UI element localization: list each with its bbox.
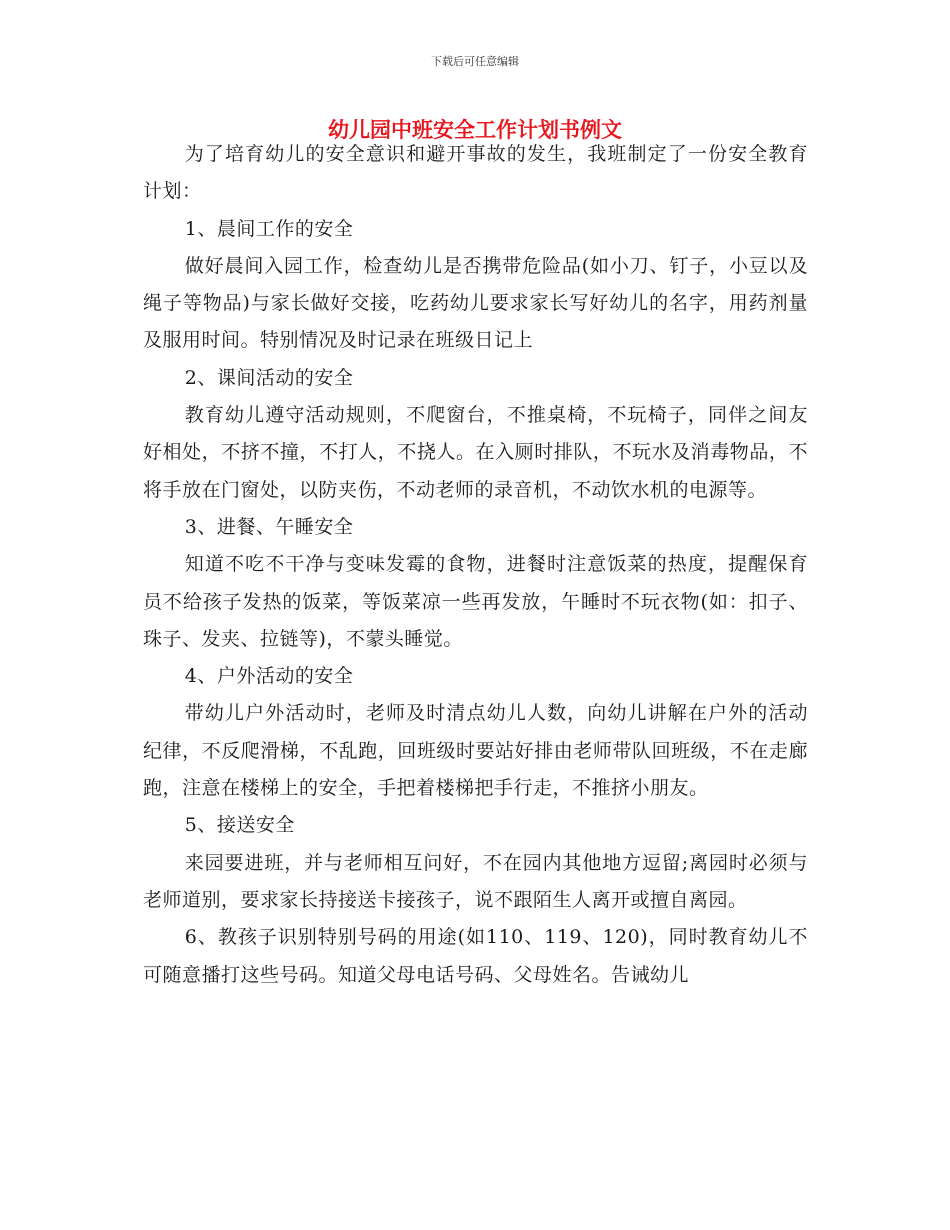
- section-heading-1: 1、晨间工作的安全: [184, 217, 354, 240]
- section-heading-3: 3、进餐、午睡安全: [184, 515, 354, 538]
- document-title: 幼儿园中班安全工作计划书例文: [328, 118, 622, 142]
- paragraph-5: 来园要进班，并与老师相互问好，不在园内其他地方逗留;离园时必须与老师道别，要求家长持接送卡接孩子，说不跟陌生人离开或擅自离园。: [143, 851, 808, 911]
- section-heading-5: 5、接送安全: [184, 814, 295, 837]
- paragraph-1: 做好晨间入园工作，检查幼儿是否携带危险品(如小刀、钉子，小豆以及绳子等物品)与家长做好交接，吃药幼儿要求家长写好幼儿的名字，用药剂量及服用时间。特别情况及时记录在班级日记上: [143, 254, 808, 352]
- section-heading-4: 4、户外活动的安全: [184, 665, 354, 688]
- paragraph-intro: 为了培育幼儿的安全意识和避开事故的发生，我班制定了一份安全教育计划：: [143, 143, 808, 203]
- section-heading-2: 2、课间活动的安全: [184, 366, 354, 389]
- page-header-note: 下载后可任意编辑: [431, 55, 519, 68]
- paragraph-4: 带幼儿户外活动时，老师及时清点幼儿人数，向幼儿讲解在户外的活动纪律，不反爬滑梯，不乱跑，回班级时要站好排由老师带队回班级，不在走廊跑，注意在楼梯上的安全，手把着楼梯把手行走，不推挤小朋友。: [143, 702, 808, 800]
- document-body: [143, 136, 808, 994]
- paragraph-6: 6、教孩子识别特别号码的用途(如110、119、120)，同时教育幼儿不可随意播打这些号码。知道父母电话号码、父母姓名。告诫幼儿: [143, 926, 808, 986]
- paragraph-3: 知道不吃不干净与变味发霉的食物，进餐时注意饭菜的热度，提醒保育员不给孩子发热的饭菜，等饭菜凉一些再发放，午睡时不玩衣物(如：扣子、珠子、发夹、拉链等)，不蒙头睡觉。: [143, 553, 808, 650]
- paragraph-2: 教育幼儿遵守活动规则，不爬窗台，不推桌椅，不玩椅子，同伴之间友好相处，不挤不撞，不打人，不挠人。在入厕时排队，不玩水及消毒物品，不将手放在门窗处，以防夹伤，不动老师的录音机，不动饮水机的电源等。: [143, 404, 808, 501]
